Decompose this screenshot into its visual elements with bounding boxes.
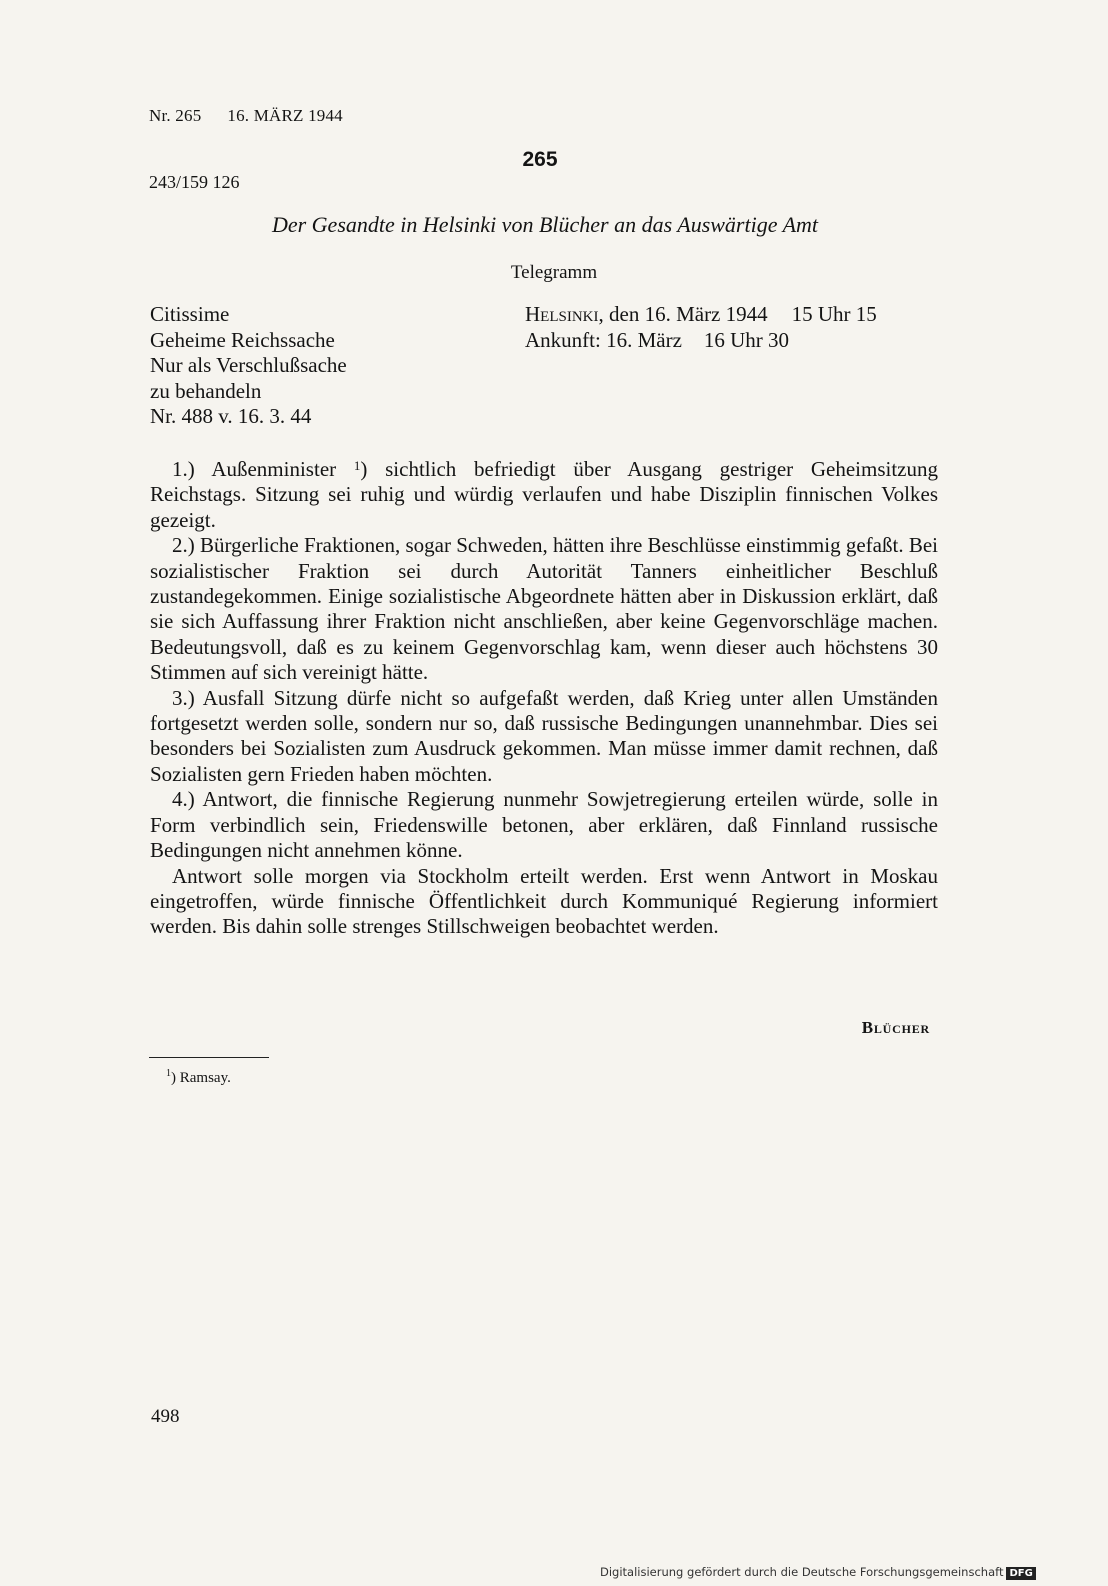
- document-type: Telegramm: [510, 262, 598, 283]
- footnote: [166, 1068, 231, 1087]
- running-head-doc-ref: Nr. 265: [149, 106, 202, 125]
- arrival-line: [525, 328, 877, 354]
- body-paragraph: 4.) Antwort, die finnische Regierung nunmehr Sowjetregierung erteilen würde, solle in Form verbindlich sein, Friedenswille betonen, aber erklären, daß Finnland russische Bedingungen nicht annehmen könne.: [150, 787, 938, 863]
- classification-block: [150, 302, 347, 430]
- running-head-date: 16. MÄRZ 1944: [227, 106, 343, 125]
- dispatch-place: Helsinki: [525, 302, 599, 326]
- document-number: 265: [522, 148, 558, 171]
- body-paragraph: 1.) Außenminister $^1$) sichtlich befriedigt über Ausgang gestriger Geheimsitzung Reichstags. Sitzung sei ruhig und würdig verlaufen und habe Disziplin finnischen Volkes gezeigt.: [150, 457, 939, 532]
- footnote-text: ) Ramsay.: [171, 1070, 231, 1086]
- classification-line: Geheime Reichssache: [150, 327, 335, 352]
- arrival-date: Ankunft: 16. März: [525, 327, 682, 352]
- document-title: Der Gesandte in Helsinki von Blücher an das Auswärtige Amt: [271, 212, 819, 237]
- footnote-number: 1: [166, 1068, 171, 1079]
- footnote-divider: [149, 1057, 269, 1058]
- signature: Blücher: [861, 1018, 930, 1037]
- dfg-logo: DFG: [1006, 1567, 1035, 1580]
- dispatch-time: 15 Uhr 15: [791, 302, 877, 326]
- classification-line: Nr. 488 v. 16. 3. 44: [150, 404, 312, 428]
- dispatch-date: , den 16. März 1944: [598, 302, 768, 326]
- arrival-time: 16 Uhr 30: [703, 327, 790, 352]
- digitization-credit: [600, 1565, 1036, 1580]
- dispatch-block: [525, 302, 877, 353]
- body-paragraph: 3.) Ausfall Sitzung dürfe nicht so aufgefaßt werden, daß Krieg unter allen Umständen fortgesetzt werden solle, sondern nur so, daß russische Bedingungen unannehmbar. Dies sei besonders bei Sozialisten zum Ausdruck gekommen. Man müsse immer damit rechnen, daß Sozialisten gern Frieden haben möchten.: [150, 685, 938, 786]
- body-paragraph: 2.) Bürgerliche Fraktionen, sogar Schweden, hätten ihre Beschlüsse einstimmig gefaßt. Bei sozialistischer Fraktion sei durch Autorität Tanners einheitlicher Beschluß zustandegekommen. Einige sozialistische Abgeordnete hätten aber in Diskussion erklärt, daß sie sich Auffassung ihrer Fraktion nicht anschließen, aber keine Gegenvorschläge machen. Bedeutungsvoll, daß es zu keinem Gegenvorschlag kam, wenn dieser auch höchstens 30 Stimmen auf sich vereinigt hätte.: [150, 533, 938, 685]
- classification-line: zu behandeln: [150, 378, 262, 403]
- film-reference: 243/159 126: [149, 172, 240, 192]
- classification-line: Nur als Verschlußsache: [150, 353, 347, 377]
- page-number: 498: [151, 1406, 180, 1427]
- credit-text: Digitalisierung gefördert durch die Deutsche Forschungsgemeinschaft: [600, 1565, 1004, 1579]
- dispatch-line: [525, 302, 877, 328]
- footnote-marker: 1: [353, 458, 361, 473]
- body-paragraph: Antwort solle morgen via Stockholm erteilt werden. Erst wenn Antwort in Moskau eingetroffen, würde finnische Öffentlichkeit durch Kommuniqué Regierung informiert werden. Bis dahin solle strenges Stillschweigen beobachtet werden.: [150, 863, 938, 939]
- telegram-body: [150, 457, 938, 940]
- running-head: [149, 106, 343, 126]
- classification-line: Citissime: [150, 302, 230, 326]
